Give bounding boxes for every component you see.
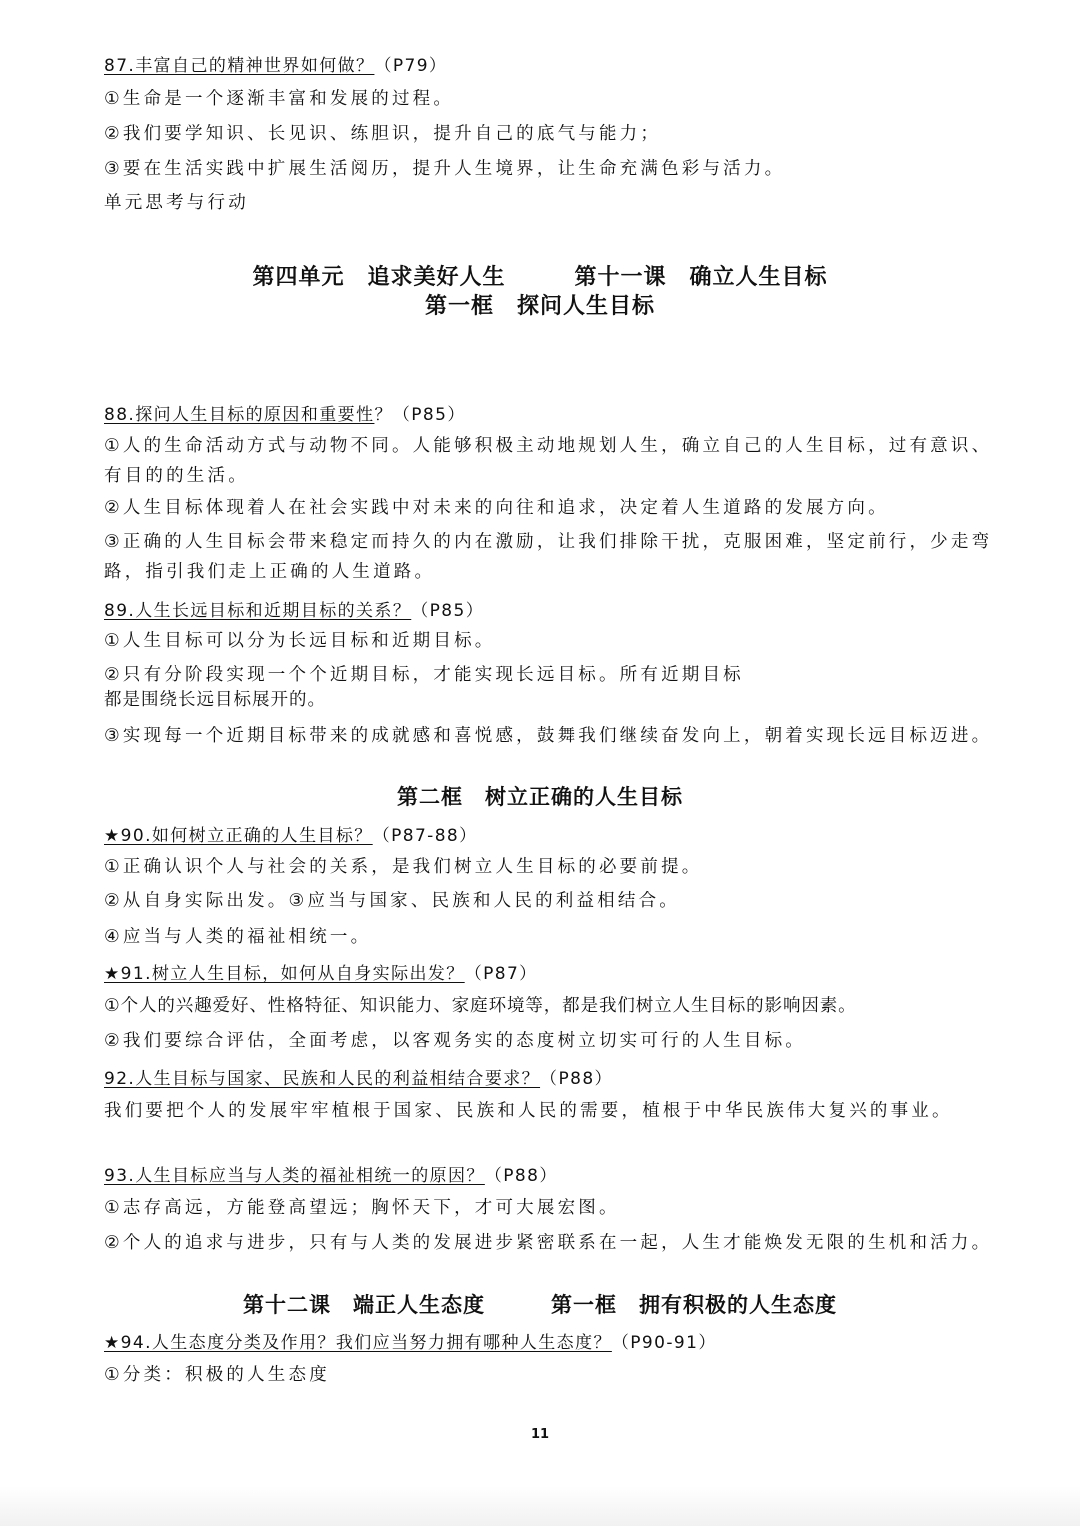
question-91 [104, 959, 994, 984]
page-ref: （P88） [484, 1166, 558, 1186]
answer-line: ①生命是一个逐渐丰富和发展的过程。 [104, 89, 455, 109]
answer-line: ②我们要学知识、长见识、练胆识，提升自己的底气与能力； [104, 124, 662, 144]
answer-line: ①正确认识个人与社会的关系，是我们树立人生目标的必要前提。 [104, 857, 703, 877]
page-ref: （P87） [464, 964, 538, 984]
page-ref: （P85） [411, 601, 485, 621]
question-89 [104, 596, 994, 621]
question-title: 89.人生长远目标和近期目标的关系？ [104, 601, 412, 621]
question-94 [104, 1328, 994, 1353]
page-ref: （P87-88） [372, 826, 478, 846]
answer-line: ①人生目标可以分为长远目标和近期目标。 [104, 631, 496, 651]
answer-line: ②个人的追求与进步，只有与人类的发展进步紧密联系在一起，人生才能焕发无限的生机和活力。 [104, 1233, 993, 1253]
question-93 [104, 1161, 994, 1186]
question-title: 87.丰富自己的精神世界如何做？ [104, 56, 375, 76]
answer-line: ④应当与人类的福祉相统一。 [104, 927, 372, 947]
answer-line: 都是围绕长远目标展开的。 [104, 690, 326, 710]
frame-heading: 第二框 树立正确的人生目标 [397, 785, 683, 809]
answer-line: ②人生目标体现着人在社会实践中对未来的向往和追求，决定着人生道路的发展方向。 [104, 498, 889, 518]
answer-line: ①个人的兴趣爱好、性格特征、知识能力、家庭环境等，都是我们树立人生目标的影响因素。 [104, 996, 857, 1016]
answer-line: ②只有分阶段实现一个个近期目标，才能实现长远目标。所有近期目标 [104, 665, 744, 685]
unit-heading: 第四单元 追求美好人生 第十一课 确立人生目标 [252, 265, 828, 290]
answer-line: ①人的生命活动方式与动物不同。人能够积极主动地规划人生，确立自己的人生目标，过有意识、有目的的生活。 [104, 436, 993, 486]
question-title: ★90.如何树立正确的人生目标？ [104, 826, 373, 846]
page-ref: （P88） [540, 1069, 613, 1089]
question-title: ★94.人生态度分类及作用？我们应当努力拥有哪种人生态度？ [104, 1333, 612, 1353]
question-87 [104, 51, 994, 76]
page-number: 11 [530, 1427, 550, 1442]
lesson-heading: 第十二课 端正人生态度 第一框 拥有积极的人生态度 [243, 1293, 837, 1317]
answer-line: ③要在生活实践中扩展生活阅历，提升人生境界，让生命充满色彩与活力。 [104, 159, 786, 179]
question-90 [104, 821, 994, 846]
question-title: 92.人生目标与国家、民族和人民的利益相结合要求？ [104, 1069, 541, 1089]
answer-line: ②我们要综合评估，全面考虑，以客观务实的态度树立切实可行的人生目标。 [104, 1031, 806, 1051]
answer-line: ③正确的人生目标会带来稳定而持久的内在激励，让我们排除干扰，克服困难，坚定前行，少走弯路，指引我们走上正确的人生道路。 [104, 532, 993, 582]
question-title: ★91.树立人生目标，如何从自身实际出发？ [104, 964, 465, 984]
answer-line: ②从自身实际出发。③应当与国家、民族和人民的利益相结合。 [104, 891, 680, 911]
answer-line: ①志存高远，方能登高望远；胸怀天下，才可大展宏图。 [104, 1198, 620, 1218]
question-title: 88.探问人生目标的原因和重要性 [104, 405, 375, 425]
question-92 [104, 1064, 994, 1089]
scan-edge-shadow [0, 1486, 1080, 1526]
page-ref: ？（P85） [374, 405, 466, 425]
answer-line: ①分类：积极的人生态度 [104, 1365, 330, 1385]
question-88 [104, 400, 994, 425]
question-title: 93.人生目标应当与人类的福祉相统一的原因？ [104, 1166, 485, 1186]
page-ref: （P79） [374, 56, 448, 76]
answer-line: ③实现每一个近期目标带来的成就感和喜悦感，鼓舞我们继续奋发向上，朝着实现长远目标迈进。 [104, 726, 993, 746]
page-ref: （P90-91） [611, 1333, 717, 1353]
frame-heading: 第一框 探问人生目标 [424, 294, 655, 319]
answer-line: 我们要把个人的发展牢牢植根于国家、民族和人民的需要，植根于中华民族伟大复兴的事业。 [104, 1101, 953, 1121]
unit-review-label: 单元思考与行动 [104, 193, 249, 213]
